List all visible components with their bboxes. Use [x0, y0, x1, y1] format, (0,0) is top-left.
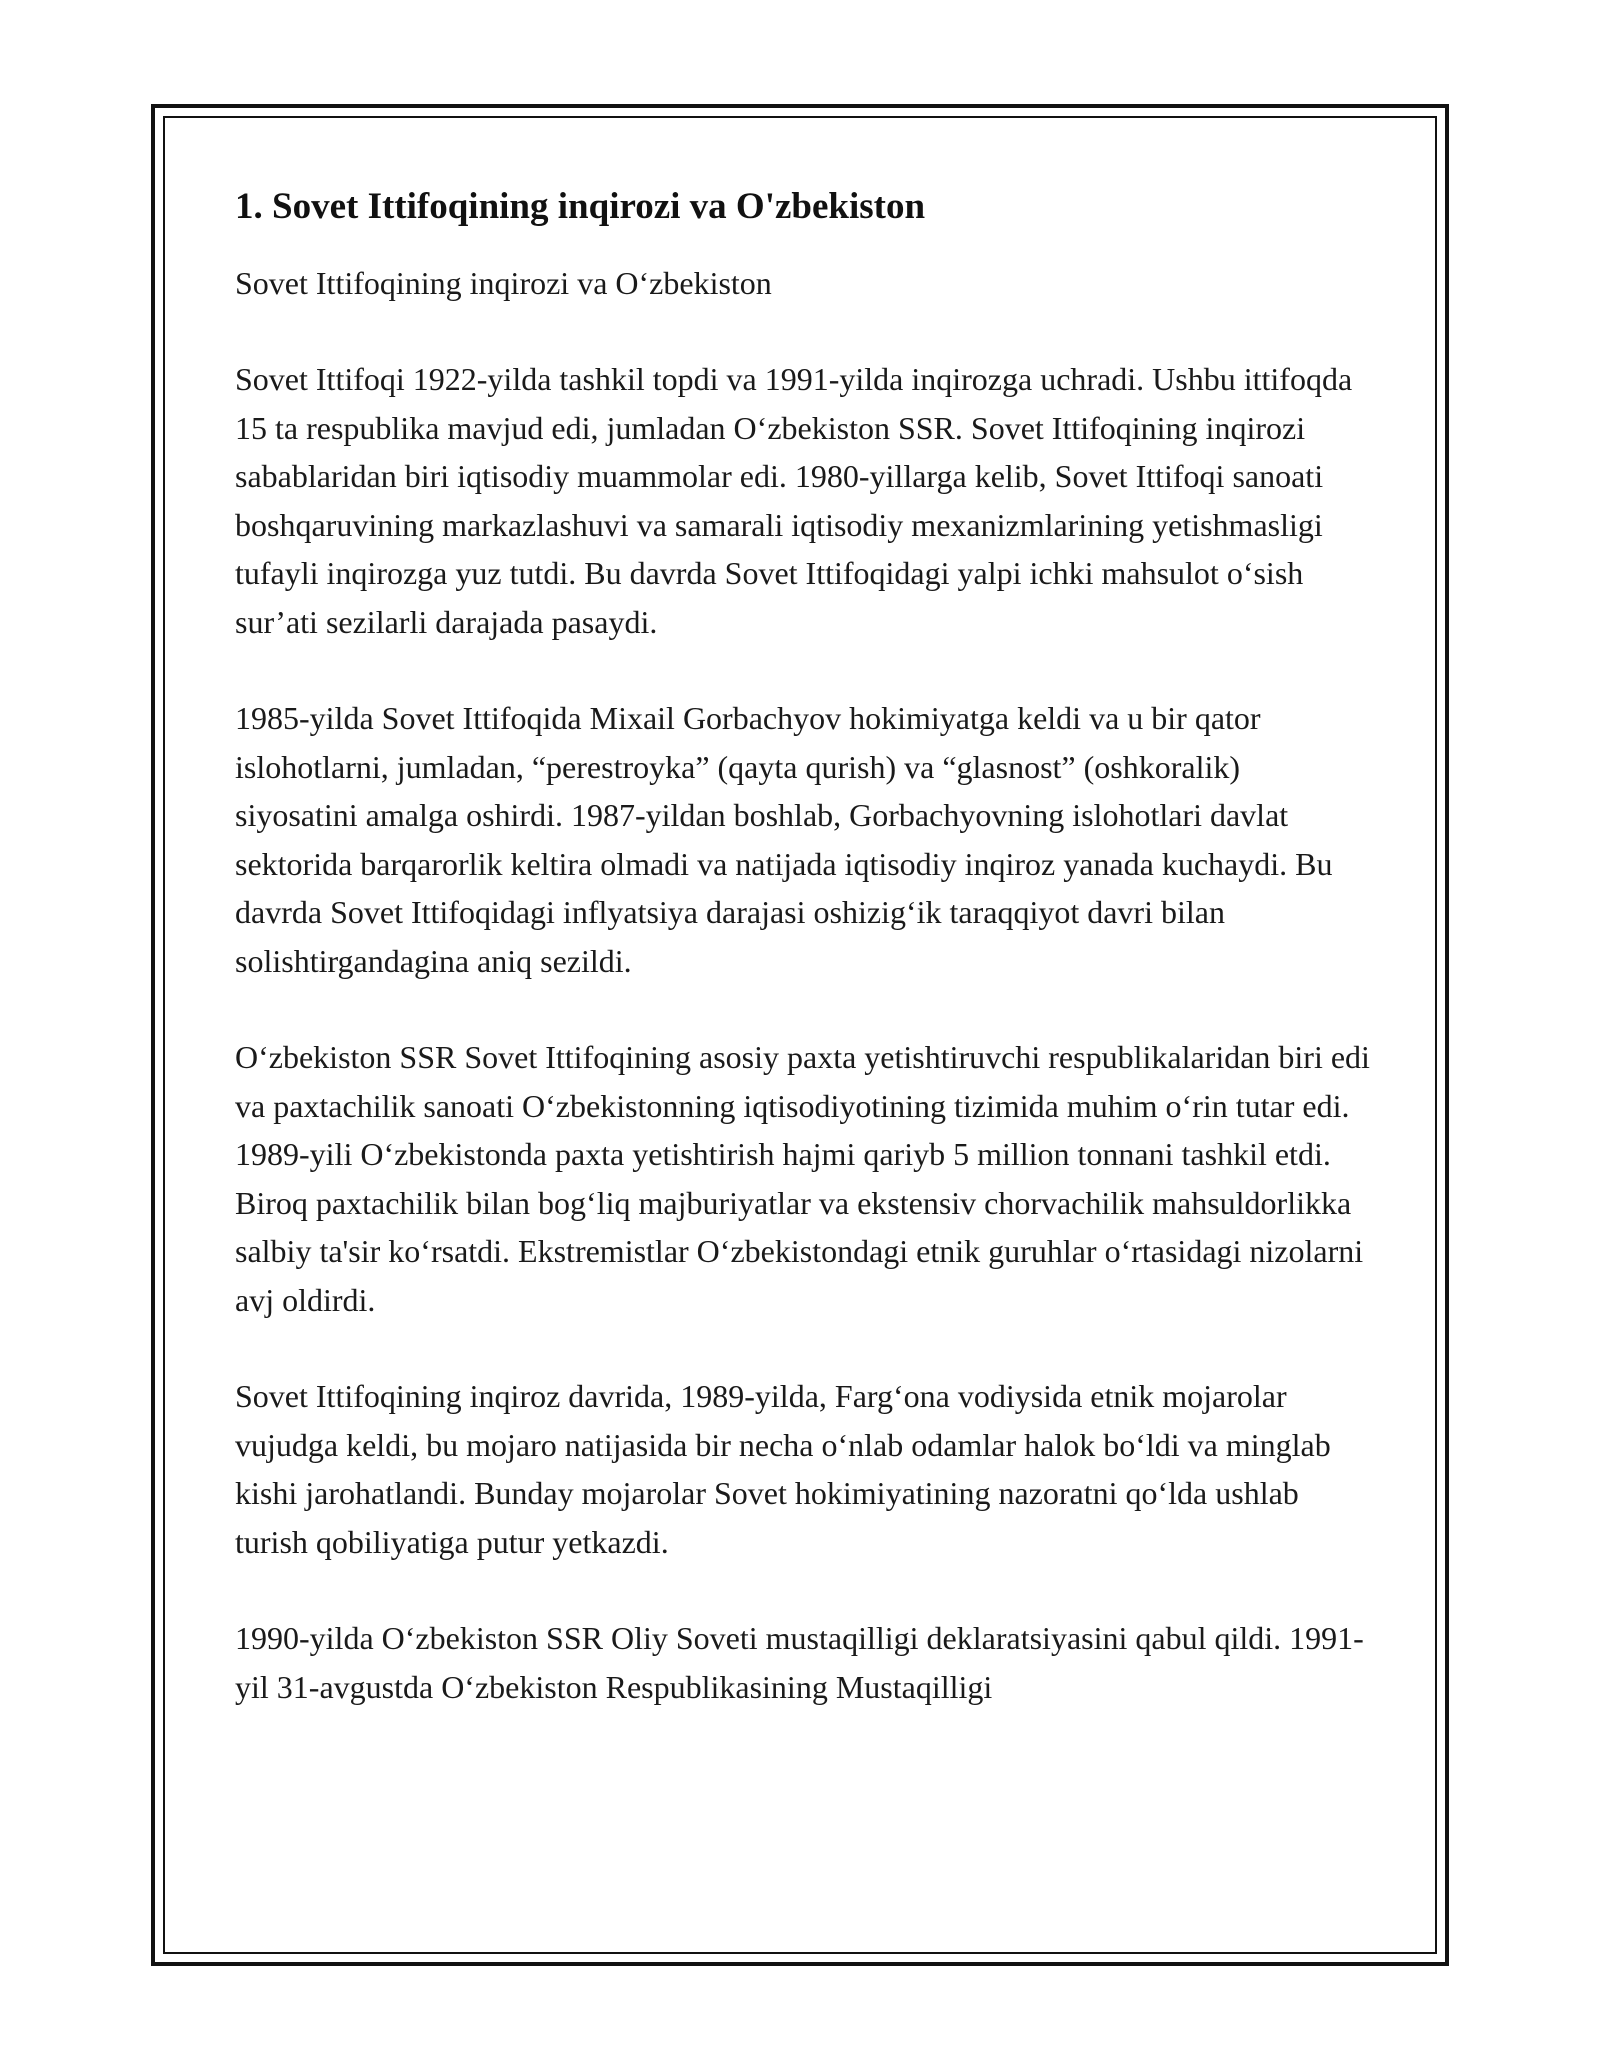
paragraph-4: Sovet Ittifoqining inqiroz davrida, 1989-yilda, Farg‘ona vodiysida etnik mojarolar vujudga keldi, bu mojaro natijasida bir necha o‘nlab odamlar halok bo‘ldi va minglab kishi jarohatlandi. Bunday mojarolar Sovet hokimiyatining nazoratni qo‘lda ushlab turish qobiliyatiga putur yetkazdi. [235, 1378, 1331, 1560]
document-title: 1. Sovet Ittifoqining inqirozi va O'zbekiston [235, 186, 926, 227]
document-body [235, 185, 1370, 1711]
document-subtitle: Sovet Ittifoqining inqirozi va O‘zbekiston [235, 265, 772, 301]
paragraph-1: Sovet Ittifoqi 1922-yilda tashkil topdi va 1991-yilda inqirozga uchradi. Ushbu ittifoqda 15 ta respublika mavjud edi, jumladan O‘zbekiston SSR. Sovet Ittifoqining inqirozi sabablaridan biri iqtisodiy muammolar edi. 1980-yillarga kelib, Sovet Ittifoqi sanoati boshqaruvining markazlashuvi va samarali iqtisodiy mexanizmlarining yetishmasligi tufayli inqirozga yuz tutdi. Bu davrda Sovet Ittifoqidagi yalpi ichki mahsulot o‘sish sur’ati sezilarli darajada pasaydi. [235, 361, 1353, 640]
paragraph-3: O‘zbekiston SSR Sovet Ittifoqining asosiy paxta yetishtiruvchi respublikalaridan biri edi va paxtachilik sanoati O‘zbekistonning iqtisodiyotining tizimida muhim o‘rin tutar edi. 1989-yili O‘zbekistonda paxta yetishtirish hajmi qariyb 5 million tonnani tashkil etdi. Biroq paxtachilik bilan bog‘liq majburiyatlar va ekstensiv chorvachilik mahsuldorlikka salbiy ta'sir ko‘rsatdi. Ekstremistlar O‘zbekistondagi etnik guruhlar o‘rtasidagi nizolarni avj oldirdi. [235, 1039, 1370, 1318]
paragraph-5: 1990-yilda O‘zbekiston SSR Oliy Soveti mustaqilligi deklaratsiyasini qabul qildi. 1991-yil 31-avgustda O‘zbekiston Respublikasining Mustaqilligi [235, 1620, 1364, 1705]
paragraph-2: 1985-yilda Sovet Ittifoqida Mixail Gorbachyov hokimiyatga keldi va u bir qator islohotlarni, jumladan, “perestroyka” (qayta qurish) va “glasnost” (oshkoralik) siyosatini amalga oshirdi. 1987-yildan boshlab, Gorbachyovning islohotlari davlat sektorida barqarorlik keltira olmadi va natijada iqtisodiy inqiroz yanada kuchaydi. Bu davrda Sovet Ittifoqidagi inflyatsiya darajasi oshizig‘ik taraqqiyot davri bilan solishtirgandagina aniq sezildi. [235, 700, 1333, 979]
